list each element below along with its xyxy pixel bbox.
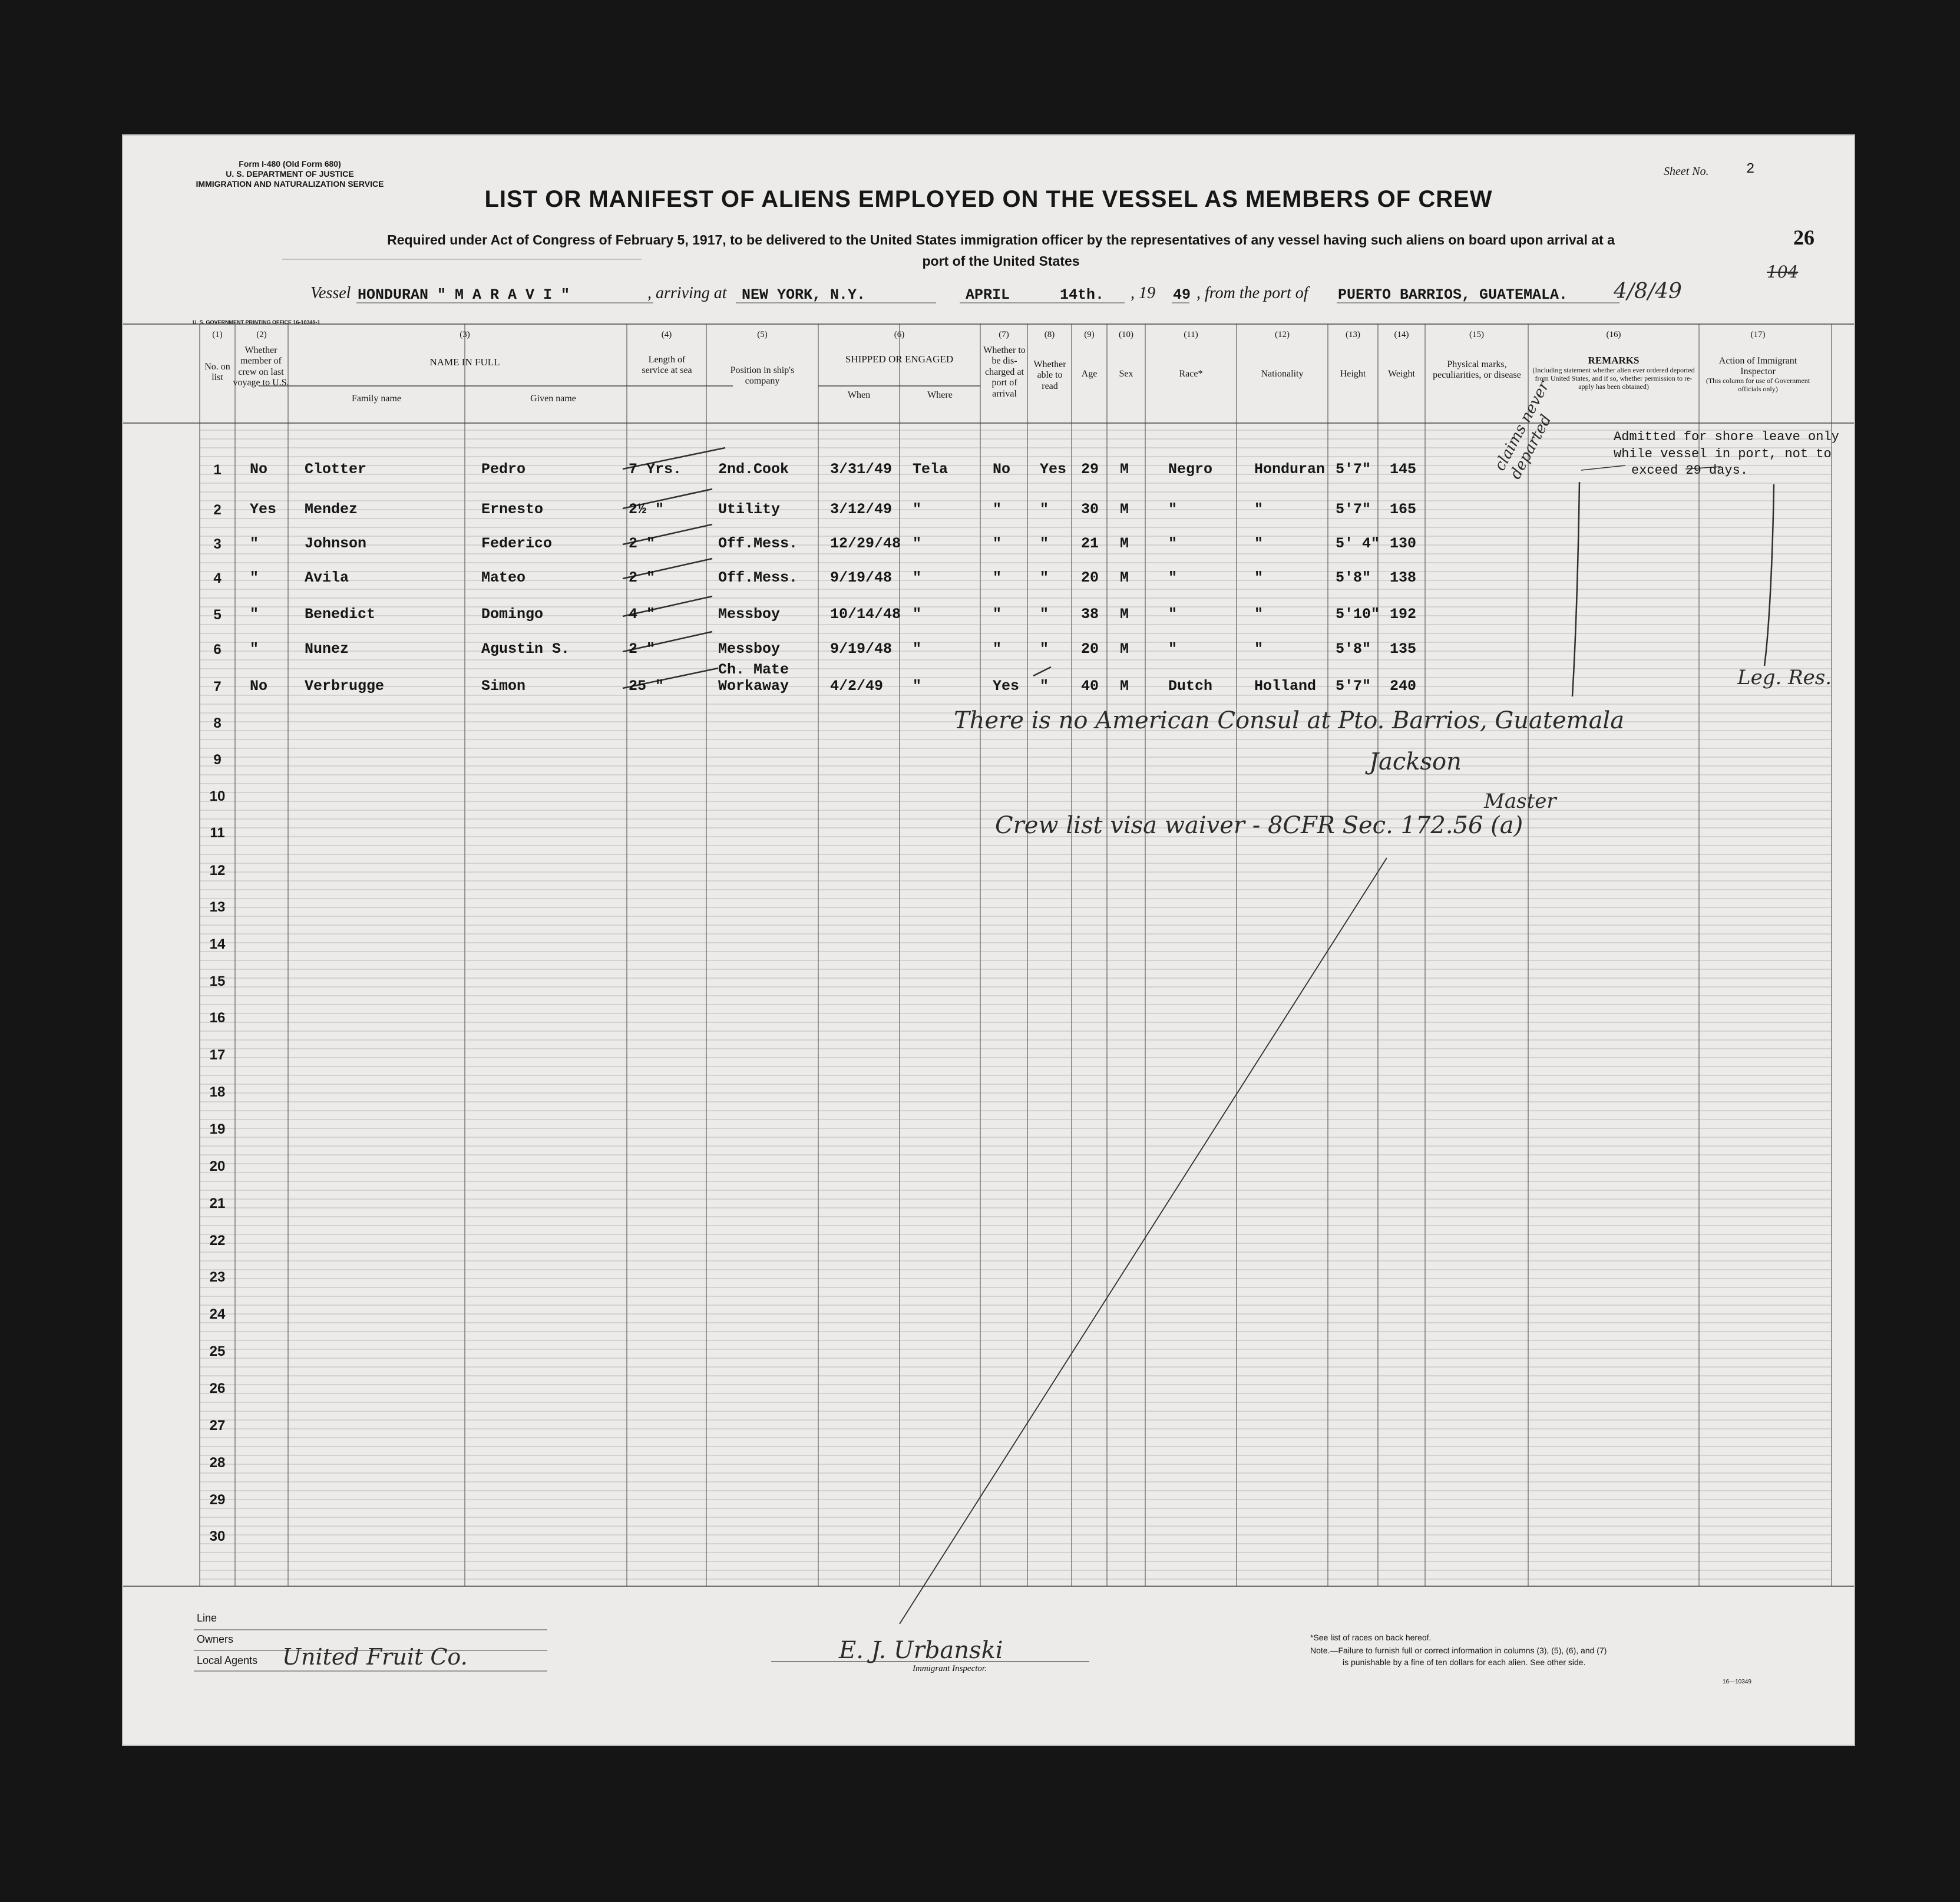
page-title: LIST OR MANIFEST OF ALIENS EMPLOYED ON THE VESSEL AS MEMBERS OF CREW (484, 186, 1493, 212)
position-cell: Ch. Mate (718, 661, 789, 678)
column-number: (7) (999, 330, 1009, 339)
age-cell: 29 (1081, 461, 1099, 478)
row-number: 21 (209, 1196, 226, 1211)
shipped-where-cell: " (913, 678, 922, 695)
length-of-service-cell: 2 " (629, 535, 656, 552)
row-number: 20 (209, 1158, 226, 1174)
handwritten-consul-note: There is no American Consul at Pto. Barrios, Guatemala (954, 707, 1625, 734)
height-cell: 5'7" (1336, 678, 1371, 695)
row-number: 2 (213, 502, 222, 518)
height-cell: 5'7" (1336, 461, 1371, 478)
read-cell: " (1040, 535, 1049, 552)
fine-note-line1: Note.—Failure to furnish full or correct information in columns (3), (5), (6), and (7) (1310, 1646, 1607, 1655)
row-number: 7 (213, 679, 222, 695)
header-remarks: REMARKS (1588, 355, 1640, 366)
member-cell: " (250, 535, 259, 552)
height-cell: 5'8" (1336, 569, 1371, 586)
local-agents-label: Local Agents (197, 1655, 258, 1666)
position-cell-line2: Workaway (718, 678, 789, 695)
column-number: (17) (1750, 330, 1766, 339)
position-cell: 2nd.Cook (718, 461, 789, 478)
row-number: 6 (213, 642, 222, 658)
sex-cell: M (1120, 461, 1129, 478)
row-number: 11 (210, 825, 225, 841)
subtitle-line: Required under Act of Congress of February 5, 1917, to be delivered to the United States immigration officer by the representatives of any vessel having such aliens on board upon arrival at a (387, 232, 1615, 247)
read-cell: " (1040, 501, 1049, 518)
race-cell: " (1168, 606, 1178, 623)
column-number: (5) (757, 330, 768, 339)
read-cell: " (1040, 569, 1049, 586)
weight-cell: 135 (1390, 640, 1417, 658)
vessel-name: HONDURAN " M A R A V I " (358, 286, 570, 303)
member-cell: " (250, 606, 259, 623)
arrival-day: 14th. (1060, 286, 1105, 303)
weight-cell: 165 (1390, 501, 1417, 518)
inspector-label: Immigrant Inspector. (913, 1664, 987, 1673)
manifest-sheet (122, 134, 1855, 1746)
header-when: When (847, 390, 871, 400)
form-number: Form I-480 (Old Form 680) (239, 159, 341, 169)
nationality-cell: " (1254, 501, 1264, 518)
header-length-of-service: Length of service at sea (642, 355, 692, 376)
header-name-in-full: NAME IN FULL (429, 356, 500, 368)
column-number: (2) (256, 330, 267, 339)
column-number: (6) (894, 330, 905, 339)
year-prefix: , 19 (1131, 284, 1155, 302)
age-cell: 30 (1081, 501, 1099, 518)
family-name-cell: Clotter (305, 461, 367, 478)
position-cell: Off.Mess. (718, 535, 798, 552)
column-number: (9) (1084, 330, 1095, 339)
inspector-signature: E. J. Urbanski (839, 1637, 1003, 1664)
row-number: 9 (213, 752, 222, 768)
family-name-cell: Nunez (305, 640, 349, 658)
nationality-cell: Honduran (1254, 461, 1326, 478)
column-number: (12) (1275, 330, 1290, 339)
given-name-cell: Mateo (481, 569, 526, 586)
header-nationality: Nationality (1261, 369, 1304, 379)
gpo-imprint: U. S. GOVERNMENT PRINTING OFFICE 16-10349-1 (193, 319, 320, 325)
header-action-note: (This column for use of Government officials only) (1706, 377, 1810, 393)
row-number: 3 (213, 536, 222, 552)
header-able-to-read: Whether able to read (1033, 359, 1066, 391)
member-cell: Yes (250, 501, 277, 518)
nationality-cell: " (1254, 606, 1264, 623)
discharged-cell: " (993, 606, 1002, 623)
given-name-cell: Ernesto (481, 501, 544, 518)
weight-cell: 130 (1390, 535, 1417, 552)
position-cell: Utility (718, 501, 781, 518)
shipped-when-cell: 10/14/48 (830, 606, 901, 623)
family-name-cell: Avila (305, 569, 349, 586)
row-number: 19 (209, 1121, 226, 1137)
from-label: , from the port of (1197, 284, 1308, 302)
shipped-where-cell: " (913, 606, 922, 623)
handwritten-master-title: Master (1484, 790, 1556, 813)
header-position: Position in ship's company (730, 365, 795, 387)
race-cell: " (1168, 569, 1178, 586)
sex-cell: M (1120, 640, 1129, 658)
position-cell: Messboy (718, 640, 781, 658)
sex-cell: M (1120, 501, 1129, 518)
sheet-number: 2 (1746, 161, 1755, 177)
nationality-cell: " (1254, 535, 1264, 552)
row-number: 17 (209, 1047, 226, 1063)
height-cell: 5'8" (1336, 640, 1371, 658)
race-cell: Dutch (1168, 678, 1213, 695)
header-race: Race* (1179, 369, 1203, 379)
header-shipped-or-engaged: SHIPPED OR ENGAGED (845, 354, 954, 365)
family-name-cell: Benedict (305, 606, 376, 623)
column-number: (3) (460, 330, 470, 339)
shipped-when-cell: 3/31/49 (830, 461, 893, 478)
length-of-service-cell: 2 " (629, 569, 656, 586)
age-cell: 40 (1081, 678, 1099, 695)
column-number: (13) (1346, 330, 1360, 339)
sheet-label: Sheet No. (1664, 165, 1709, 178)
races-note: *See list of races on back hereof. (1310, 1633, 1432, 1642)
header-family-name: Family name (352, 394, 401, 404)
shipped-where-cell: " (913, 501, 922, 518)
shipped-where-cell: " (913, 569, 922, 586)
length-of-service-cell: 7 Yrs. (629, 461, 682, 478)
subtitle-line: port of the United States (922, 253, 1080, 269)
departure-port: PUERTO BARRIOS, GUATEMALA. (1338, 286, 1568, 303)
given-name-cell: Simon (481, 678, 526, 695)
header-remarks-note: (Including statement whether alien ever ordered deported from United States, and if so, whether permission to re-apply has been obtained) (1532, 366, 1695, 391)
family-name-cell: Mendez (305, 501, 358, 518)
discharged-cell: " (993, 501, 1002, 518)
row-number: 24 (209, 1306, 226, 1322)
shipped-where-cell: Tela (913, 461, 948, 478)
arrival-year: 49 (1173, 286, 1191, 303)
length-of-service-cell: 2½ " (629, 501, 665, 518)
weight-cell: 240 (1390, 678, 1417, 695)
family-name-cell: Johnson (305, 535, 367, 552)
shipped-where-cell: " (913, 640, 922, 658)
handwritten-master-signature: Jackson (1369, 748, 1462, 775)
handwritten-date: 4/8/49 (1614, 279, 1682, 303)
weight-cell: 192 (1390, 606, 1417, 623)
row-number: 25 (209, 1343, 226, 1359)
column-number: (1) (212, 330, 223, 339)
column-number: (14) (1394, 330, 1409, 339)
shipped-where-cell: " (913, 535, 922, 552)
age-cell: 21 (1081, 535, 1099, 552)
row-number: 14 (209, 936, 226, 952)
page-number: 26 (1793, 226, 1814, 249)
row-number: 1 (213, 462, 222, 478)
sex-cell: M (1120, 569, 1129, 586)
row-number: 29 (209, 1492, 226, 1508)
age-cell: 20 (1081, 640, 1099, 658)
nationality-cell: Holland (1254, 678, 1317, 695)
department: U. S. DEPARTMENT OF JUSTICE (226, 169, 354, 179)
shipped-when-cell: 3/12/49 (830, 501, 893, 518)
family-name-cell: Verbrugge (305, 678, 385, 695)
weight-cell: 138 (1390, 569, 1417, 586)
fine-note-line2: is punishable by a fine of ten dollars for each alien. See other side. (1343, 1657, 1586, 1667)
read-cell: " (1040, 640, 1049, 658)
row-number: 27 (209, 1418, 226, 1434)
header-height: Height (1340, 369, 1366, 379)
column-number: (11) (1184, 330, 1198, 339)
header-given-name: Given name (530, 394, 576, 404)
row-number: 26 (209, 1381, 226, 1396)
header-age: Age (1081, 369, 1098, 379)
row-number: 8 (213, 715, 222, 731)
given-name-cell: Agustin S. (481, 640, 570, 658)
header-weight: Weight (1388, 369, 1415, 379)
row-number: 10 (209, 788, 226, 804)
position-cell: Messboy (718, 606, 781, 623)
discharged-cell: Yes (993, 678, 1020, 695)
shipped-when-cell: 9/19/48 (830, 640, 893, 658)
column-number: (16) (1606, 330, 1621, 339)
length-of-service-cell: 4 " (629, 606, 656, 623)
weight-cell: 145 (1390, 461, 1417, 478)
length-of-service-cell: 2 " (629, 640, 656, 658)
height-cell: 5'10" (1336, 606, 1380, 623)
discharged-cell: No (993, 461, 1011, 478)
owners-label: Owners (197, 1633, 234, 1645)
header-physical-marks: Physical marks, peculiarities, or disease (1433, 359, 1521, 381)
read-cell: Yes (1040, 461, 1067, 478)
column-number: (15) (1469, 330, 1484, 339)
race-cell: Negro (1168, 461, 1213, 478)
given-name-cell: Domingo (481, 606, 544, 623)
row-number: 12 (209, 863, 226, 879)
handwritten-leg-res: Leg. Res. (1737, 666, 1832, 689)
service: IMMIGRATION AND NATURALIZATION SERVICE (196, 179, 384, 189)
handwritten-claims-never-departed: claims never departed (1491, 378, 1555, 483)
header-discharged: Whether to be dis-charged at port of arrival (983, 345, 1026, 399)
arriving-label: , arriving at (647, 284, 727, 302)
read-cell: " (1040, 606, 1049, 623)
column-number: (10) (1119, 330, 1133, 339)
row-number: 28 (209, 1455, 226, 1471)
race-cell: " (1168, 501, 1178, 518)
header-member-last-voyage: Whether member of crew on last voyage to U.S. (233, 345, 289, 388)
nationality-cell: " (1254, 640, 1264, 658)
column-number: (4) (661, 330, 672, 339)
height-cell: 5'7" (1336, 501, 1371, 518)
member-cell: No (250, 461, 268, 478)
handwritten-visa-waiver: Crew list visa waiver - 8CFR Sec. 172.56 (a) (995, 812, 1523, 839)
shipped-when-cell: 4/2/49 (830, 678, 884, 695)
member-cell: No (250, 678, 268, 695)
given-name-cell: Federico (481, 535, 553, 552)
row-number: 5 (213, 607, 222, 623)
height-cell: 5' 4" (1336, 535, 1380, 552)
given-name-cell: Pedro (481, 461, 526, 478)
header-action: Action of Immigrant Inspector (1718, 356, 1797, 377)
row-number: 30 (209, 1528, 226, 1544)
row-number: 16 (209, 1010, 226, 1026)
member-cell: " (250, 569, 259, 586)
row-number: 13 (209, 899, 226, 915)
line-label: Line (197, 1612, 217, 1624)
row-number: 18 (209, 1084, 226, 1100)
discharged-cell: " (993, 640, 1002, 658)
length-of-service-cell: 25 " (629, 678, 665, 695)
sex-cell: M (1120, 606, 1129, 623)
discharged-cell: " (993, 535, 1002, 552)
form-code: 16—10349 (1723, 1679, 1751, 1685)
struck-number: 104 (1767, 262, 1799, 282)
sex-cell: M (1120, 678, 1129, 695)
header-sex: Sex (1119, 369, 1133, 379)
discharged-cell: " (993, 569, 1002, 586)
race-cell: " (1168, 640, 1178, 658)
row-number: 22 (209, 1233, 226, 1249)
remarks-line: exceed 29 days. (1631, 463, 1749, 478)
row-number: 15 (209, 973, 226, 989)
member-cell: " (250, 640, 259, 658)
row-number: 4 (213, 570, 222, 586)
header-where: Where (927, 390, 953, 400)
sex-cell: M (1120, 535, 1129, 552)
shipped-when-cell: 9/19/48 (830, 569, 893, 586)
hand-strokes (623, 448, 1774, 1624)
header-no-on-list: No. on list (204, 362, 230, 383)
race-cell: " (1168, 535, 1178, 552)
column-number: (8) (1044, 330, 1055, 339)
row-number: 23 (209, 1269, 226, 1285)
read-cell: " (1040, 678, 1049, 695)
age-cell: 20 (1081, 569, 1099, 586)
arrival-month: APRIL (966, 286, 1010, 303)
position-cell: Off.Mess. (718, 569, 798, 586)
remarks-line: Admitted for shore leave only (1614, 430, 1839, 444)
vessel-label: Vessel (310, 284, 351, 302)
age-cell: 38 (1081, 606, 1099, 623)
shipped-when-cell: 12/29/48 (830, 535, 901, 552)
remarks-line: while vessel in port, not to (1614, 446, 1832, 461)
remarks-shore-leave (1614, 429, 1839, 480)
arrival-port: NEW YORK, N.Y. (742, 286, 866, 303)
local-agents-signature: United Fruit Co. (282, 1644, 468, 1670)
nationality-cell: " (1254, 569, 1264, 586)
